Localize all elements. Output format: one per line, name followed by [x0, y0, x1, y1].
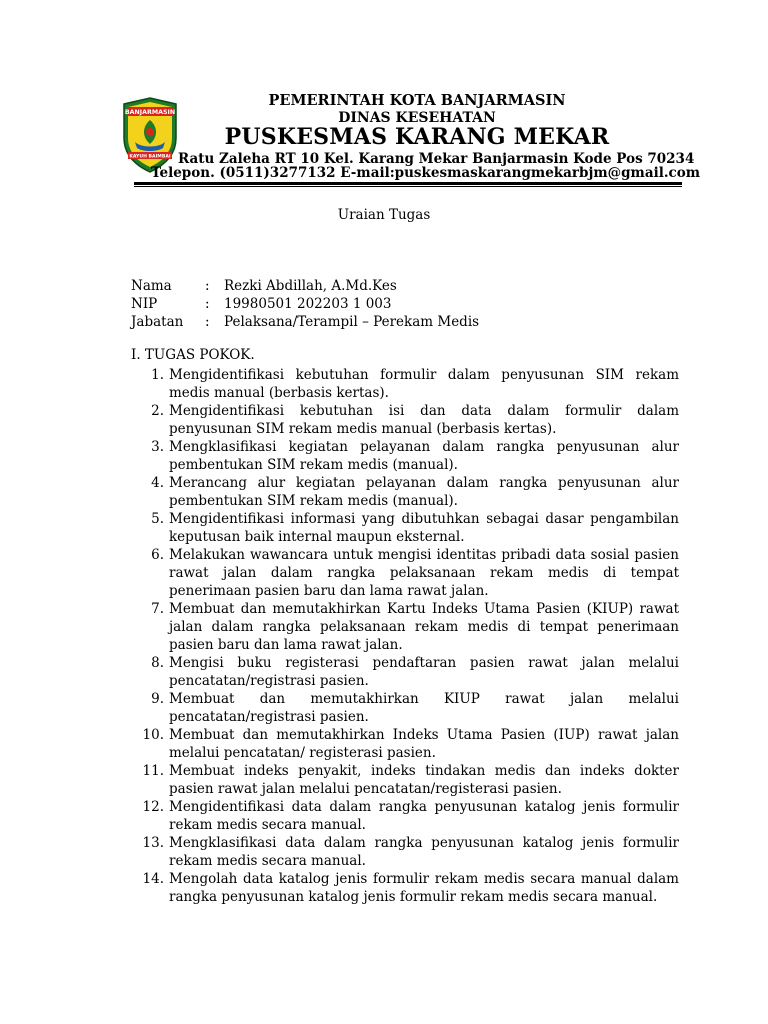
identity-separator: :	[205, 296, 210, 312]
duty-text: Melakukan wawancara untuk mengisi identitas pribadi data sosial pasien rawat jalan dalam rangka pelaksanaan rekam medis di tempat penerimaan pasien baru dan lama rawat jalan.	[169, 547, 679, 599]
duty-text: Merancang alur kegiatan pelayanan dalam rangka penyusunan alur pembentukan SIM rekam medis (manual).	[169, 475, 679, 509]
duty-number: 12.	[142, 799, 164, 815]
duty-item	[131, 474, 679, 510]
duty-number: 3.	[151, 439, 164, 455]
duty-item	[131, 834, 679, 870]
banjarmasin-crest-logo	[121, 96, 179, 174]
header-institution-name: PUSKESMAS KARANG MEKAR	[224, 124, 610, 150]
duty-item	[131, 600, 679, 654]
duty-text: Mengolah data katalog jenis formulir rekam medis secara manual dalam rangka penyusunan katalog jenis formulir rekam medis secara manual.	[169, 871, 679, 905]
duty-text: Membuat dan memutakhirkan Indeks Utama Pasien (IUP) rawat jalan melalui pencatatan/ registerasi pasien.	[169, 727, 679, 761]
duty-number: 1.	[151, 367, 164, 383]
duty-number: 10.	[142, 727, 164, 743]
duty-text: Membuat dan memutakhirkan KIUP rawat jalan melalui pencatatan/registrasi pasien.	[169, 691, 679, 725]
duty-item	[131, 690, 679, 726]
duty-number: 8.	[151, 655, 164, 671]
header-department-line: DINAS KESEHATAN	[338, 110, 496, 126]
identity-key: Jabatan	[131, 314, 184, 330]
duty-number: 14.	[142, 871, 164, 887]
duty-text: Mengidentifikasi kebutuhan isi dan data dalam formulir dalam penyusunan SIM rekam medis manual (berbasis kertas).	[169, 403, 679, 437]
duty-number: 5.	[151, 511, 164, 527]
section-heading: I. TUGAS POKOK.	[131, 347, 255, 363]
duty-item	[131, 798, 679, 834]
duty-number: 11.	[142, 763, 164, 779]
duty-text: Mengidentifikasi data dalam rangka penyusunan katalog jenis formulir rekam medis secara manual.	[169, 799, 679, 833]
duty-text: Mengisi buku registerasi pendaftaran pasien rawat jalan melalui pencatatan/registrasi pasien.	[169, 655, 679, 689]
duty-item	[131, 726, 679, 762]
duty-item	[131, 438, 679, 474]
identity-value: Pelaksana/Terampil – Perekam Medis	[224, 314, 480, 330]
header-contact: Telepon. (0511)3277132 E-mail:puskesmaskarangmekarbjm@gmail.com	[151, 165, 701, 181]
duty-item	[131, 654, 679, 690]
duty-item	[131, 546, 679, 600]
identity-separator: :	[205, 278, 210, 294]
duty-item	[131, 366, 679, 402]
logo-text-top: BANJARMASIN	[124, 109, 176, 117]
header-government-line: PEMERINTAH KOTA BANJARMASIN	[268, 92, 566, 109]
duty-text: Mengklasifikasi data dalam rangka penyusunan katalog jenis formulir rekam medis secara manual.	[169, 835, 679, 869]
duty-item	[131, 870, 679, 906]
duty-number: 2.	[151, 403, 164, 419]
duty-number: 7.	[151, 601, 164, 617]
identity-separator: :	[205, 314, 210, 330]
identity-value: Rezki Abdillah, A.Md.Kes	[224, 278, 397, 294]
duty-number: 6.	[151, 547, 164, 563]
document-title: Uraian Tugas	[337, 207, 431, 223]
duty-text: Mengidentifikasi kebutuhan formulir dalam penyusunan SIM rekam medis manual (berbasis kertas).	[169, 367, 679, 401]
duty-text: Mengklasifikasi kegiatan pelayanan dalam rangka penyusunan alur pembentukan SIM rekam medis (manual).	[169, 439, 679, 473]
identity-key: NIP	[131, 296, 158, 312]
duty-item	[131, 510, 679, 546]
header-divider-thin	[134, 186, 682, 187]
identity-value: 19980501 202203 1 003	[224, 296, 392, 312]
duty-item	[131, 402, 679, 438]
header-divider-thick	[134, 182, 682, 185]
identity-key: Nama	[131, 278, 172, 294]
duty-item	[131, 762, 679, 798]
duty-number: 13.	[142, 835, 164, 851]
duty-text: Mengidentifikasi informasi yang dibutuhkan sebagai dasar pengambilan keputusan baik internal maupun eksternal.	[169, 511, 679, 545]
duty-text: Membuat dan memutakhirkan Kartu Indeks Utama Pasien (KIUP) rawat jalan dalam rangka pelaksanaan rekam medis di tempat penerimaan pasien baru dan lama rawat jalan.	[169, 601, 679, 653]
duty-number: 9.	[151, 691, 164, 707]
duty-list	[131, 366, 679, 906]
duty-text: Membuat indeks penyakit, indeks tindakan medis dan indeks dokter pasien rawat jalan melalui pencatatan/registerasi pasien.	[169, 763, 679, 797]
duty-number: 4.	[151, 475, 164, 491]
logo-text-bottom: KAYUH BAIMBAI	[129, 154, 171, 160]
header-address: Ratu Zaleha RT 10 Kel. Karang Mekar Banjarmasin Kode Pos 70234	[178, 151, 695, 167]
